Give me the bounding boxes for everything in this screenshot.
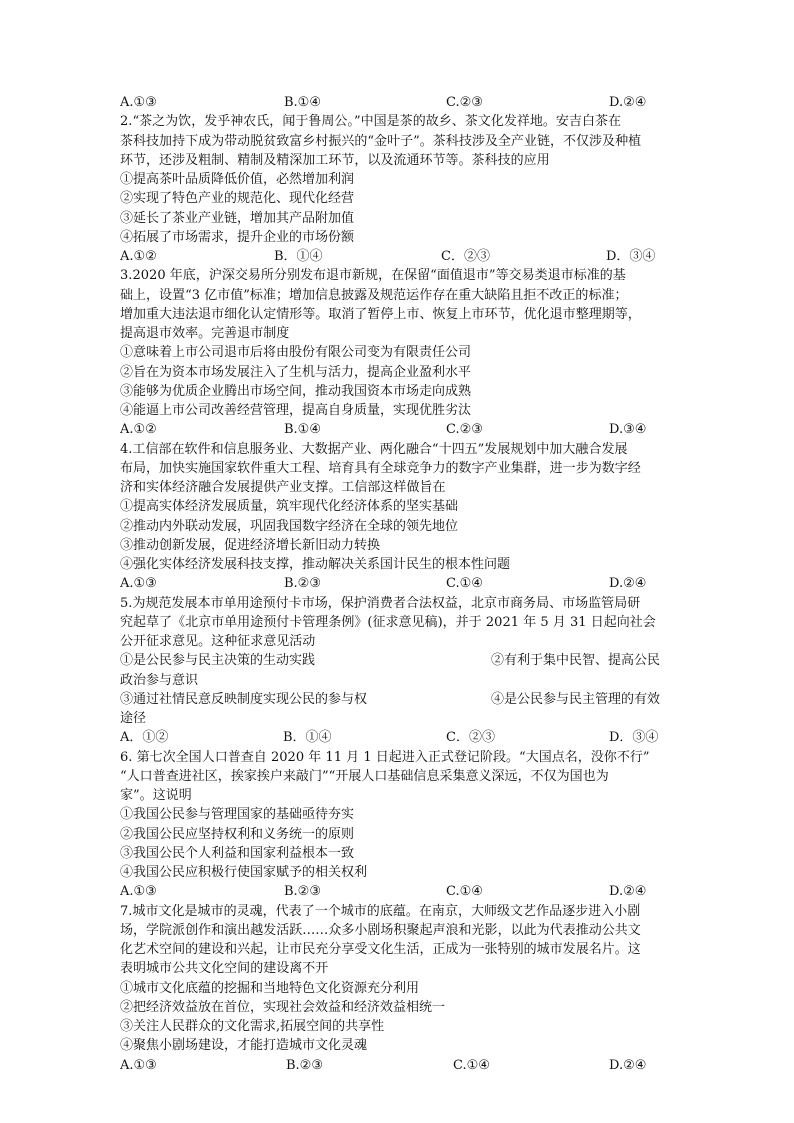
q4-item: ④强化实体经济发展科技支撑，推动解决关系国计民生的根本性问题 xyxy=(120,557,511,572)
option-d: D.②④ xyxy=(609,884,647,900)
q3-item: ①意味着上市公司退市后将由股份有限公司变为有限责任公司 xyxy=(120,345,472,361)
option-a: A.①② xyxy=(120,249,157,264)
option-d: D.②④ xyxy=(609,1057,647,1073)
q4-stem-line: 布局，加快实施国家软件重大工程、培育具有全球竞争力的数字产业集群，进一步为数字经 xyxy=(120,460,641,476)
q6-stem-line: 家”。这说明 xyxy=(120,788,192,803)
option-c: C.①④ xyxy=(453,1057,490,1073)
option-b: B.①④ xyxy=(284,95,321,110)
q7-item: ①城市文化底蕴的挖掘和当地特色文化资源充分利用 xyxy=(120,980,420,996)
q2-item: ④拓展了市场需求，提升企业的市场份额 xyxy=(120,229,355,245)
option-b: B．①④ xyxy=(274,249,323,264)
q6-item: ④我国公民应积极行使国家赋予的相关权利 xyxy=(120,865,368,880)
q4-item: ①提高实体经济发展质量，筑牢现代化经济体系的坚实基础 xyxy=(120,499,459,515)
option-b: B.②③ xyxy=(286,1057,323,1073)
q7-item: ②把经济效益放在首位，实现社会效益和经济效益相统一 xyxy=(120,999,446,1015)
q7-stem-line: 7.城市文化是城市的灵魂，代表了一个城市的底蕴。在南京，大师级文艺作品逐步进入小剧 xyxy=(120,903,641,919)
q6-item: ③我国公民个人利益和国家利益根本一致 xyxy=(120,845,355,861)
option-c: C.②③ xyxy=(446,422,483,438)
q7-stem-line: 化艺术空间的建设和兴起，让市民充分享受文化生活，正成为一张特别的城市发展名片。这 xyxy=(120,942,641,957)
q3-options xyxy=(120,420,686,439)
q6-options xyxy=(120,882,686,901)
option-c: C.①④ xyxy=(446,576,483,592)
option-b: B.②③ xyxy=(284,884,321,900)
q5-item-pair xyxy=(120,690,686,709)
option-a: A.①③ xyxy=(120,884,157,900)
option-a: A.①③ xyxy=(120,1057,157,1073)
q3-stem-line: 3.2020 年底，沪深交易所分别发布退市新规，在保留“面值退市”等交易类退市标准的基 xyxy=(120,268,626,284)
q5-item: ④是公民参与民主管理的有效 xyxy=(491,691,661,707)
option-a: A.①③ xyxy=(120,576,157,592)
q5-item: ②有利于集中民智、提高公民 xyxy=(491,653,661,669)
option-a: A.①③ xyxy=(120,95,157,110)
q5-stem-line: 公开征求意见。这种征求意见活动 xyxy=(120,634,316,649)
q5-item: ①是公民参与民主决策的生动实践 xyxy=(120,653,316,669)
q5-stem-line: 5.为规范发展本市单用途预付卡市场，保护消费者合法权益，北京市商务局、市场监管局研 xyxy=(120,595,641,611)
option-d: D．③④ xyxy=(606,249,656,264)
option-c: C．②③ xyxy=(446,730,495,746)
q3-stem-line: 提高退市效率。完善退市制度 xyxy=(120,326,290,341)
q7-stem-line: 表明城市公共文化空间的建设离不开 xyxy=(120,961,329,977)
q6-item: ②我国公民应坚持权利和义务统一的原则 xyxy=(120,826,355,842)
q3-stem-line: 增加重大违法退市细化认定情形等。取消了暂停上市、恢复上市环节，优化退市整理期等， xyxy=(120,306,641,322)
q6-item: ①我国公民参与管理国家的基础亟待夯实 xyxy=(120,807,355,823)
option-b: B.①④ xyxy=(284,422,321,438)
q7-item: ③关注人民群众的文化需求,拓展空间的共享性 xyxy=(120,1019,385,1034)
option-b: B．①④ xyxy=(283,730,332,746)
option-b: B.②③ xyxy=(284,576,321,592)
q7-options xyxy=(120,1056,686,1075)
q5-stem-line: 究起草了《北京市单用途预付卡管理条例》(征求意见稿)，并于 2021 年 5 月 31 日起向社会 xyxy=(120,614,656,630)
option-c: C.①④ xyxy=(446,884,483,900)
q3-item: ④能逼上市公司改善经营管理，提高自身质量，实现优胜劣汰 xyxy=(120,403,472,418)
q2-stem-line: 茶科技加持下成为带动脱贫致富乡村振兴的“金叶子”。茶科技涉及全产业链，不仅涉及种植 xyxy=(120,133,642,149)
q2-options xyxy=(120,247,686,266)
q4-stem-line: 济和实体经济融合发展提供产业支撑。工信部这样做旨在 xyxy=(120,480,446,495)
exam-page xyxy=(120,93,686,1075)
q4-item: ②推动内外联动发展，巩固我国数字经济在全球的领先地位 xyxy=(120,518,459,534)
option-a: A．①② xyxy=(120,730,169,746)
q5-item-pair xyxy=(120,651,686,670)
q1-options xyxy=(120,93,686,112)
q6-stem-line: 6. 第七次全国人口普查自 2020 年 11 月 1 日起进入正式登记阶段。“大国点名，没你不行” xyxy=(120,749,650,765)
q4-options xyxy=(120,574,686,593)
q6-stem-line: “人口普查进社区，挨家挨户来敲门”“开展人口基础信息采集意义深远，不仅为国也为 xyxy=(120,768,609,784)
q5-options xyxy=(120,728,686,747)
q2-item: ②实现了特色产业的规范化、现代化经营 xyxy=(120,191,355,207)
q3-item: ③能够为优质企业腾出市场空间，推动我国资本市场走向成熟 xyxy=(120,383,472,399)
option-a: A.①② xyxy=(120,422,157,438)
q2-item: ①提高茶叶品质降低价值，必然增加利润 xyxy=(120,172,355,187)
q7-stem-line: 场，学院派创作和演出越发活跃……众多小剧场积聚起声浪和光影，以此为代表推动公共文 xyxy=(120,922,641,938)
q4-item: ③推动创新发展，促进经济增长新旧动力转换 xyxy=(120,537,381,553)
option-d: D.②④ xyxy=(609,576,647,592)
q7-item: ④聚焦小剧场建设，才能打造城市文化灵魂 xyxy=(120,1038,368,1054)
q5-item: ③通过社情民意反映制度实现公民的参与权 xyxy=(120,691,368,707)
option-d: D.③④ xyxy=(609,422,647,438)
q2-stem-line: 2.“茶之为饮，发乎神农氏，闻于鲁周公。”中国是茶的故乡、茶文化发祥地。安吉白茶在 xyxy=(120,114,622,130)
q3-item: ②旨在为资本市场发展注入了生机与活力，提高企业盈利水平 xyxy=(120,364,472,380)
q3-stem-line: 础上，设置“3 亿市值”标准；增加信息披露及规范运作存在重大缺陷且拒不改正的标准； xyxy=(120,287,628,303)
q4-stem-line: 4.工信部在软件和信息服务业、大数据产业、两化融合“十四五”发展规划中加大融合发展 xyxy=(120,441,628,457)
q5-item-continuation: 政治参与意识 xyxy=(120,672,199,688)
option-d: D．③④ xyxy=(609,730,659,746)
q2-item: ③延长了茶业产业链，增加其产品附加值 xyxy=(120,210,355,226)
option-d: D.②④ xyxy=(609,95,647,110)
q5-item-continuation: 途径 xyxy=(120,711,147,726)
option-c: C．②③ xyxy=(441,249,490,264)
q2-stem-line: 环节，还涉及粗制、精制及精深加工环节，以及流通环节等。茶科技的应用 xyxy=(120,152,550,168)
option-c: C.②③ xyxy=(446,95,483,110)
